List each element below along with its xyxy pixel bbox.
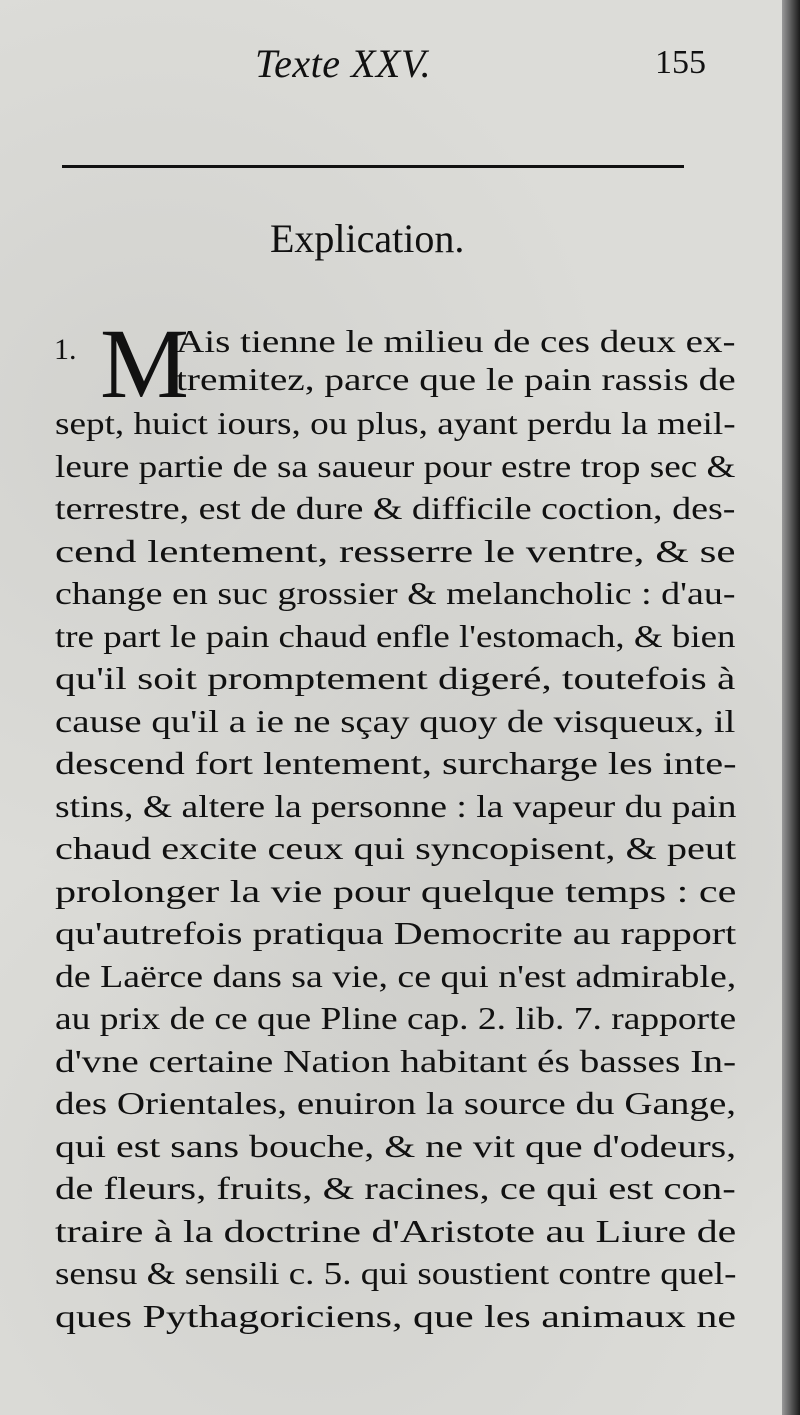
text-line: qu'il soit promptement digeré, toutefois à [55,660,736,696]
text-line: de Laërce dans sa vie, ce qui n'est admirable, [55,958,737,994]
paragraph-number: 1. [54,333,77,366]
text-line: qu'autrefois pratiqua Democrite au rapport [55,915,737,951]
text-line: tre part le pain chaud enfle l'estomach, & bien [55,618,736,654]
text-line: cend lentement, resserre le ventre, & se [55,533,736,569]
text-line: tremitez, parce que le pain rassis de [176,361,736,397]
text-line: Ais tienne le milieu de ces deux ex- [176,323,736,359]
text-line: des Orientales, enuiron la source du Gange, [55,1085,737,1121]
text-line: sept, huict iours, ou plus, ayant perdu la meil- [55,405,736,441]
text-line: prolonger la vie pour quelque temps : ce [55,873,737,909]
text-line: leure partie de sa saueur pour estre trop sec & [55,448,736,484]
text-line: chaud excite ceux qui syncopisent, & peut [55,830,737,866]
text-line: au prix de ce que Pline cap. 2. lib. 7. rapporte [55,1000,737,1036]
text-line: cause qu'il a ie ne sçay quoy de visqueux, il [55,703,736,739]
header-rule [62,165,684,168]
page-number: 155 [655,44,706,81]
text-line: descend fort lentement, surcharge les inte- [55,745,737,781]
text-line: sensu & sensili c. 5. qui soustient contre quel- [55,1255,737,1291]
text-line: traire à la doctrine d'Aristote au Liure de [55,1213,737,1249]
text-line: de fleurs, fruits, & racines, ce qui est con- [55,1170,736,1206]
text-line: stins, & altere la personne : la vapeur du pain [55,788,737,824]
text-line: change en suc grossier & melancholic : d'au- [55,575,736,611]
section-title: Explication. [270,216,465,261]
drop-cap: M [100,308,189,419]
page-edge-shadow [782,0,800,1415]
text-line: terrestre, est de dure & difficile coction, des- [55,490,736,526]
text-line: d'vne certaine Nation habitant és basses In- [55,1043,737,1079]
text-line: ques Pythagoriciens, que les animaux ne [55,1298,736,1334]
running-head-title: Texte XXV. [255,41,432,86]
text-line: qui est sans bouche, & ne vit que d'odeurs, [55,1128,737,1164]
